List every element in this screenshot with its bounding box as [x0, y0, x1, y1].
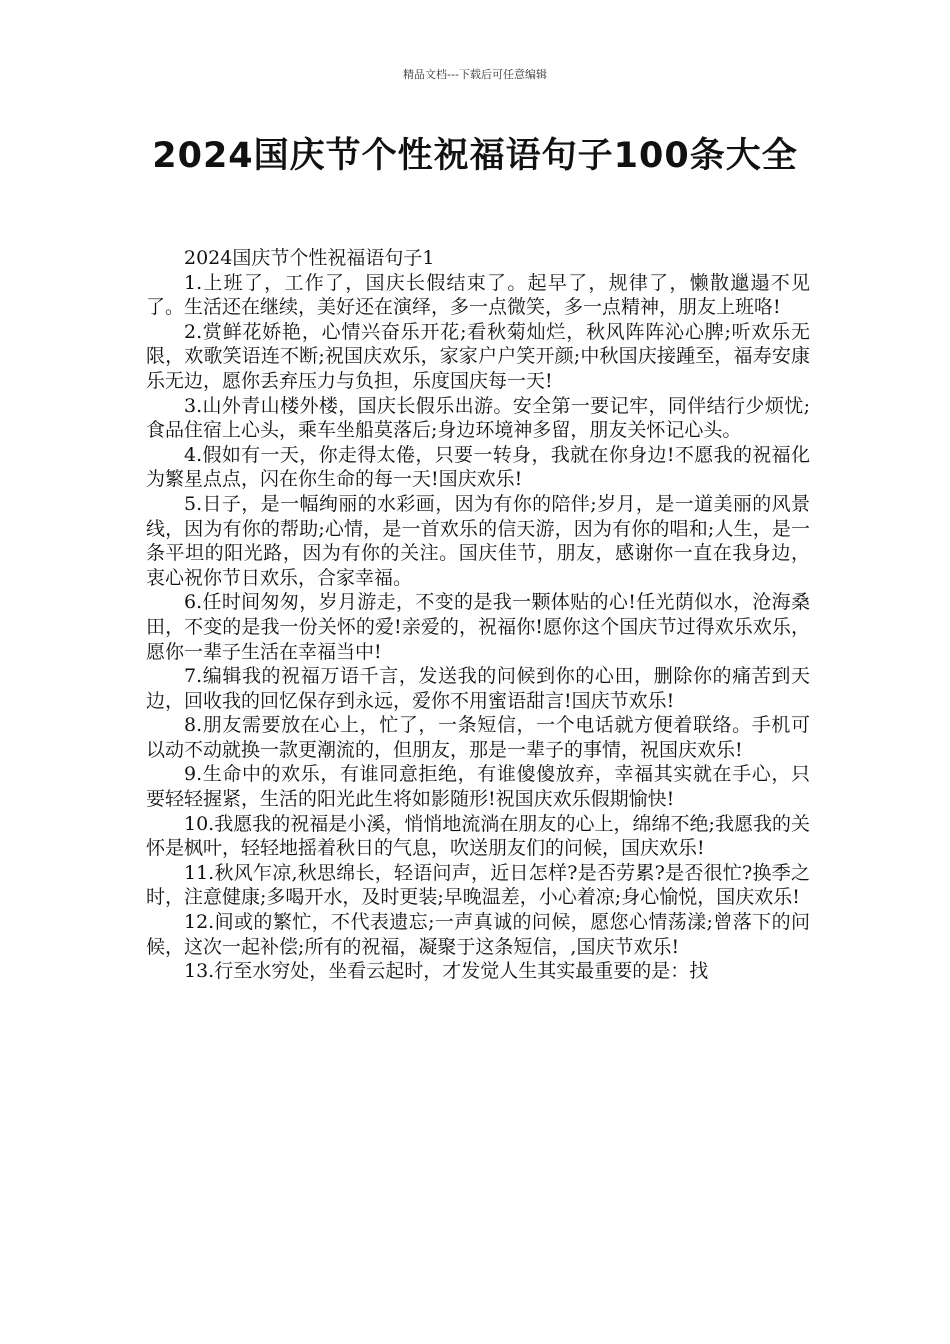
- paragraph-6: 6.任时间匆匆，岁月游走，不变的是我一颗体贴的心!任光荫似水，沧海桑田，不变的是我一份关怀的爱!亲爱的，祝福你!愿你这个国庆节过得欢乐欢乐，愿你一辈子生活在幸福当中!: [146, 591, 810, 663]
- paragraph-1: 1.上班了，工作了，国庆长假结束了。起早了，规律了，懒散邋遢不见了。生活还在继续，美好还在演绎，多一点微笑，多一点精神，朋友上班咯!: [146, 271, 810, 319]
- paragraph-2: 2.赏鲜花娇艳，心情兴奋乐开花;看秋菊灿烂，秋风阵阵沁心脾;听欢乐无限，欢歌笑语连不断;祝国庆欢乐，家家户户笑开颜;中秋国庆接踵至，福寿安康乐无边，愿你丢弃压力与负担，乐度国庆每一天!: [146, 320, 810, 392]
- paragraph-10: 10.我愿我的祝福是小溪，悄悄地流淌在朋友的心上，绵绵不绝;我愿我的关怀是枫叶，轻轻地摇着秋日的气息，吹送朋友们的问候，国庆欢乐!: [146, 812, 810, 860]
- paragraph-3: 3.山外青山楼外楼，国庆长假乐出游。安全第一要记牢，同伴结行少烦忧;食品住宿上心头，乘车坐船莫落后;身边环境神多留，朋友关怀记心头。: [146, 394, 810, 442]
- paragraph-7: 7.编辑我的祝福万语千言，发送我的问候到你的心田，删除你的痛苦到天边，回收我的回忆保存到永远，爱你不用蜜语甜言!国庆节欢乐!: [146, 665, 810, 712]
- section-heading: 2024国庆节个性祝福语句子1: [184, 247, 435, 269]
- paragraph-8: 8.朋友需要放在心上，忙了，一条短信，一个电话就方便着联络。手机可以动不动就换一款更潮流的，但朋友，那是一辈子的事情，祝国庆欢乐!: [146, 714, 810, 761]
- document-body: [146, 246, 810, 984]
- paragraph-5: 5.日子，是一幅绚丽的水彩画，因为有你的陪伴;岁月，是一道美丽的风景线，因为有你的帮助;心情，是一首欢乐的信天游，因为有你的唱和;人生，是一条平坦的阳光路，因为有你的关注。国庆佳节，朋友，感谢你一直在我身边，衷心祝你节日欢乐，合家幸福。: [146, 492, 810, 589]
- header-note: 精品文档---下载后可任意编辑: [403, 68, 547, 81]
- paragraph-12: 12.间或的繁忙，不代表遗忘;一声真诚的问候，愿您心情荡漾;曾落下的问候，这次一起补偿;所有的祝福，凝聚于这条短信，,国庆节欢乐!: [146, 911, 810, 958]
- paragraph-11: 11.秋风乍凉,秋思绵长，轻语问声，近日怎样?是否劳累?是否很忙?换季之时，注意健康;多喝开水，及时更装;早晚温差，小心着凉;身心愉悦，国庆欢乐!: [146, 861, 810, 909]
- paragraph-13: 13.行至水穷处，坐看云起时，才发觉人生其实最重要的是：找: [184, 960, 709, 983]
- paragraph-9: 9.生命中的欢乐，有谁同意拒绝，有谁傻傻放弃，幸福其实就在手心，只要轻轻握紧，生活的阳光此生将如影随形!祝国庆欢乐假期愉快!: [146, 763, 810, 811]
- paragraph-4: 4.假如有一天，你走得太倦，只要一转身，我就在你身边!不愿我的祝福化为繁星点点，闪在你生命的每一天!国庆欢乐!: [146, 443, 810, 491]
- document-title: 2024国庆节个性祝福语句子100条大全: [152, 136, 798, 176]
